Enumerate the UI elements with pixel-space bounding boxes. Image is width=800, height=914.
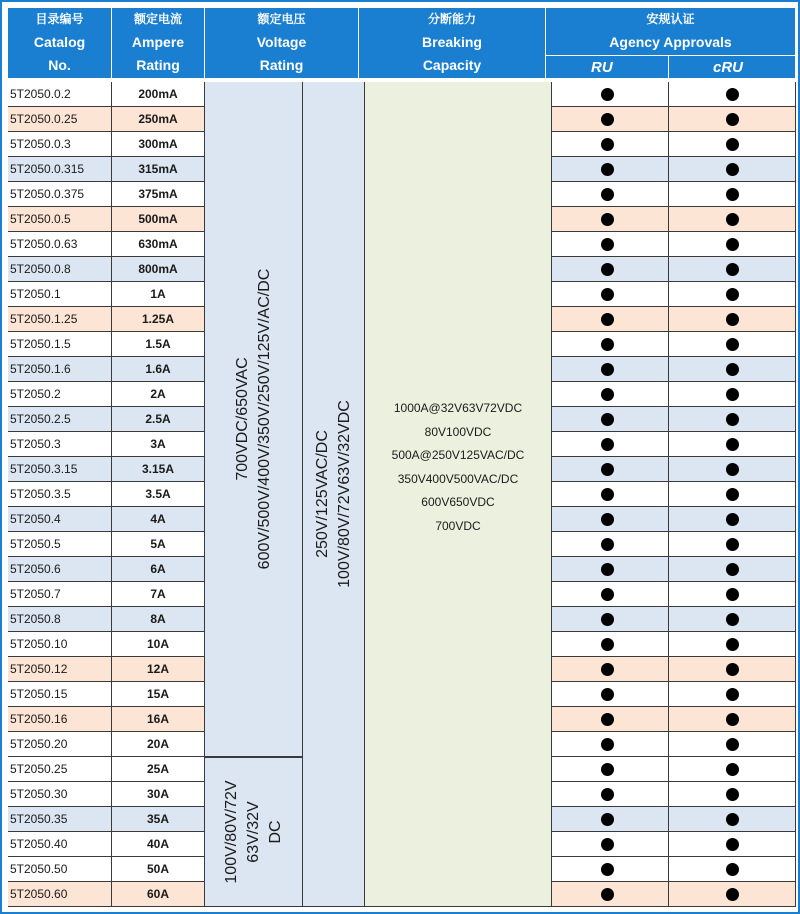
approved-dot-icon [726, 363, 739, 376]
approved-dot-icon [601, 738, 614, 751]
catalog-cell: 5T2050.0.8 [8, 257, 112, 282]
ampere-cell: 315mA [112, 157, 205, 182]
catalog-cell: 5T2050.30 [8, 782, 112, 807]
ampere-cell: 1.5A [112, 332, 205, 357]
ul-approval-cell [546, 182, 669, 207]
catalog-cell: 5T2050.0.2 [8, 82, 112, 107]
header-ul [546, 56, 669, 78]
approved-dot-icon [726, 213, 739, 226]
ampere-cell: 250mA [112, 107, 205, 132]
header-voltage-cn: 额定电压 [257, 12, 306, 26]
cul-approval-cell [669, 307, 796, 332]
cul-approval-cell [669, 732, 796, 757]
ampere-cell: 630mA [112, 232, 205, 257]
approved-dot-icon [726, 738, 739, 751]
approved-dot-icon [601, 763, 614, 776]
ul-approval-cell [546, 682, 669, 707]
cul-logo-icon: cRU [713, 59, 744, 76]
cul-approval-cell [669, 832, 796, 857]
header-voltage-en1: Voltage [256, 34, 307, 50]
approved-dot-icon [726, 613, 739, 626]
cul-approval-cell [669, 507, 796, 532]
ampere-cell: 25A [112, 757, 205, 782]
approved-dot-icon [726, 788, 739, 801]
ampere-cell: 50A [112, 857, 205, 882]
approved-dot-icon [601, 838, 614, 851]
ul-approval-cell [546, 757, 669, 782]
catalog-cell: 5T2050.50 [8, 857, 112, 882]
header-agency [546, 8, 796, 56]
catalog-cell: 5T2050.8 [8, 607, 112, 632]
cul-approval-cell [669, 682, 796, 707]
catalog-cell: 5T2050.3.5 [8, 482, 112, 507]
cul-approval-cell [669, 457, 796, 482]
breaking-line: 350V400V500VAC/DC [397, 471, 519, 486]
ul-approval-cell [546, 857, 669, 882]
approved-dot-icon [601, 663, 614, 676]
approved-dot-icon [601, 863, 614, 876]
approved-dot-icon [601, 463, 614, 476]
approved-dot-icon [601, 613, 614, 626]
ul-approval-cell [546, 707, 669, 732]
voltage-cell-top [205, 82, 303, 757]
ul-approval-cell [546, 232, 669, 257]
ampere-cell: 60A [112, 882, 205, 907]
cul-approval-cell [669, 107, 796, 132]
ampere-cell: 40A [112, 832, 205, 857]
ul-approval-cell [546, 132, 669, 157]
approved-dot-icon [726, 588, 739, 601]
approved-dot-icon [601, 488, 614, 501]
approved-dot-icon [726, 313, 739, 326]
catalog-cell: 5T2050.3.15 [8, 457, 112, 482]
cul-approval-cell [669, 132, 796, 157]
approved-dot-icon [601, 138, 614, 151]
approved-dot-icon [726, 813, 739, 826]
cul-approval-cell [669, 632, 796, 657]
header-catalog-en1: Catalog [33, 34, 86, 50]
approved-dot-icon [601, 688, 614, 701]
approved-dot-icon [601, 163, 614, 176]
header-breaking [359, 8, 546, 78]
cul-approval-cell [669, 232, 796, 257]
breaking-capacity-text [365, 397, 551, 538]
breaking-capacity-cell [365, 82, 552, 907]
approved-dot-icon [601, 288, 614, 301]
header-agency-en1: Agency Approvals [609, 34, 732, 50]
ul-approval-cell [546, 282, 669, 307]
cul-approval-cell [669, 657, 796, 682]
header-catalog-en2: No. [48, 57, 71, 73]
header-ampere [112, 8, 205, 78]
approved-dot-icon [726, 138, 739, 151]
approved-dot-icon [726, 413, 739, 426]
catalog-cell: 5T2050.6 [8, 557, 112, 582]
voltage-cell-bottom [205, 757, 303, 907]
catalog-cell: 5T2050.60 [8, 882, 112, 907]
catalog-cell: 5T2050.0.63 [8, 232, 112, 257]
breaking-line: 700VDC [435, 518, 481, 533]
ampere-cell: 6A [112, 557, 205, 582]
catalog-cell: 5T2050.25 [8, 757, 112, 782]
approved-dot-icon [726, 463, 739, 476]
ul-approval-cell [546, 82, 669, 107]
ampere-cell: 16A [112, 707, 205, 732]
ampere-cell: 3.5A [112, 482, 205, 507]
cul-approval-cell [669, 557, 796, 582]
cul-approval-cell [669, 332, 796, 357]
approved-dot-icon [601, 563, 614, 576]
cul-approval-cell [669, 807, 796, 832]
cul-approval-cell [669, 382, 796, 407]
ampere-cell: 1.25A [112, 307, 205, 332]
approved-dot-icon [726, 888, 739, 901]
ul-approval-cell [546, 432, 669, 457]
approved-dot-icon [726, 338, 739, 351]
ul-approval-cell [546, 107, 669, 132]
approved-dot-icon [601, 388, 614, 401]
ampere-cell: 2A [112, 382, 205, 407]
cul-approval-cell [669, 582, 796, 607]
header-cul [669, 56, 796, 78]
header-voltage [205, 8, 359, 78]
ul-approval-cell [546, 532, 669, 557]
approved-dot-icon [601, 188, 614, 201]
voltage-bottom-line1: 100V/80V/72V [222, 780, 240, 884]
ampere-cell: 800mA [112, 257, 205, 282]
breaking-line: 80V100VDC [424, 424, 492, 439]
approved-dot-icon [726, 238, 739, 251]
voltage-top-text [232, 269, 276, 570]
ul-approval-cell [546, 657, 669, 682]
ul-approval-cell [546, 332, 669, 357]
ampere-cell: 200mA [112, 82, 205, 107]
ul-approval-cell [546, 307, 669, 332]
ul-approval-cell [546, 257, 669, 282]
header-ampere-en1: Ampere [131, 34, 185, 50]
ampere-cell: 15A [112, 682, 205, 707]
ampere-cell: 2.5A [112, 407, 205, 432]
cul-approval-cell [669, 757, 796, 782]
ul-approval-cell [546, 457, 669, 482]
header-breaking-cn: 分断能力 [427, 12, 476, 26]
catalog-cell: 5T2050.1 [8, 282, 112, 307]
catalog-cell: 5T2050.0.375 [8, 182, 112, 207]
ampere-cell: 500mA [112, 207, 205, 232]
catalog-cell: 5T2050.0.25 [8, 107, 112, 132]
breaking-line: 500A@250V125VAC/DC [391, 448, 525, 462]
approved-dot-icon [601, 438, 614, 451]
cul-approval-cell [669, 207, 796, 232]
catalog-cell: 5T2050.20 [8, 732, 112, 757]
ampere-cell: 5A [112, 532, 205, 557]
header-catalog [8, 8, 112, 78]
approved-dot-icon [726, 488, 739, 501]
header-ampere-cn: 额定电流 [133, 12, 182, 26]
approved-dot-icon [601, 213, 614, 226]
approved-dot-icon [726, 563, 739, 576]
catalog-cell: 5T2050.7 [8, 582, 112, 607]
catalog-cell: 5T2050.0.315 [8, 157, 112, 182]
approved-dot-icon [601, 363, 614, 376]
approved-dot-icon [601, 338, 614, 351]
breaking-line: 1000A@32V63V72VDC [393, 401, 523, 415]
approved-dot-icon [601, 238, 614, 251]
header-breaking-en2: Capacity [422, 57, 482, 73]
approved-dot-icon [726, 163, 739, 176]
ul-approval-cell [546, 157, 669, 182]
ul-approval-cell [546, 807, 669, 832]
cul-approval-cell [669, 157, 796, 182]
ul-approval-cell [546, 382, 669, 407]
cul-approval-cell [669, 532, 796, 557]
approved-dot-icon [726, 438, 739, 451]
catalog-cell: 5T2050.1.25 [8, 307, 112, 332]
cul-approval-cell [669, 782, 796, 807]
ul-approval-cell [546, 832, 669, 857]
header-catalog-cn: 目录编号 [35, 12, 84, 26]
breaking-line: 600V650VDC [421, 495, 495, 509]
ul-approval-cell [546, 357, 669, 382]
approved-dot-icon [726, 88, 739, 101]
ul-approval-cell [546, 782, 669, 807]
voltage-right-line2: 100V/80V/72V63V/32VDC [335, 400, 353, 588]
approved-dot-icon [726, 388, 739, 401]
cul-approval-cell [669, 482, 796, 507]
approved-dot-icon [601, 713, 614, 726]
approved-dot-icon [601, 638, 614, 651]
approved-dot-icon [726, 688, 739, 701]
approved-dot-icon [601, 413, 614, 426]
ampere-cell: 7A [112, 582, 205, 607]
ampere-cell: 300mA [112, 132, 205, 157]
approved-dot-icon [726, 663, 739, 676]
approved-dot-icon [601, 113, 614, 126]
approved-dot-icon [726, 713, 739, 726]
voltage-cell-right [303, 82, 365, 907]
approved-dot-icon [726, 863, 739, 876]
catalog-cell: 5T2050.15 [8, 682, 112, 707]
ampere-cell: 1A [112, 282, 205, 307]
ul-approval-cell [546, 482, 669, 507]
catalog-cell: 5T2050.12 [8, 657, 112, 682]
approved-dot-icon [726, 188, 739, 201]
ampere-cell: 3A [112, 432, 205, 457]
ul-approval-cell [546, 882, 669, 907]
ampere-cell: 1.6A [112, 357, 205, 382]
cul-approval-cell [669, 257, 796, 282]
catalog-cell: 5T2050.3 [8, 432, 112, 457]
approved-dot-icon [726, 513, 739, 526]
cul-approval-cell [669, 607, 796, 632]
catalog-cell: 5T2050.5 [8, 532, 112, 557]
cul-approval-cell [669, 432, 796, 457]
approved-dot-icon [726, 113, 739, 126]
catalog-cell: 5T2050.10 [8, 632, 112, 657]
approved-dot-icon [601, 888, 614, 901]
approved-dot-icon [601, 263, 614, 276]
approved-dot-icon [601, 788, 614, 801]
approved-dot-icon [601, 588, 614, 601]
ul-logo-icon: RU [591, 59, 613, 76]
voltage-bottom-line3: DC [266, 820, 284, 844]
catalog-cell: 5T2050.40 [8, 832, 112, 857]
ul-approval-cell [546, 207, 669, 232]
approved-dot-icon [726, 263, 739, 276]
ul-approval-cell [546, 632, 669, 657]
cul-approval-cell [669, 882, 796, 907]
catalog-cell: 5T2050.35 [8, 807, 112, 832]
catalog-cell: 5T2050.16 [8, 707, 112, 732]
catalog-cell: 5T2050.0.3 [8, 132, 112, 157]
approved-dot-icon [601, 88, 614, 101]
ul-approval-cell [546, 732, 669, 757]
cul-approval-cell [669, 857, 796, 882]
header-ampere-en2: Rating [136, 57, 180, 73]
catalog-cell: 5T2050.0.5 [8, 207, 112, 232]
ampere-cell: 375mA [112, 182, 205, 207]
ampere-cell: 20A [112, 732, 205, 757]
approved-dot-icon [726, 638, 739, 651]
approved-dot-icon [601, 538, 614, 551]
ul-approval-cell [546, 557, 669, 582]
cul-approval-cell [669, 282, 796, 307]
ampere-cell: 30A [112, 782, 205, 807]
ul-approval-cell [546, 607, 669, 632]
approved-dot-icon [726, 538, 739, 551]
cul-approval-cell [669, 182, 796, 207]
ampere-cell: 12A [112, 657, 205, 682]
catalog-cell: 5T2050.2 [8, 382, 112, 407]
catalog-cell: 5T2050.4 [8, 507, 112, 532]
voltage-right-line1: 250V/125VAC/DC [313, 430, 331, 558]
ampere-cell: 4A [112, 507, 205, 532]
catalog-cell: 5T2050.2.5 [8, 407, 112, 432]
voltage-right-text [312, 400, 356, 588]
header-voltage-en2: Rating [259, 57, 304, 73]
catalog-cell: 5T2050.1.6 [8, 357, 112, 382]
approved-dot-icon [601, 313, 614, 326]
ampere-cell: 10A [112, 632, 205, 657]
ampere-cell: 3.15A [112, 457, 205, 482]
ampere-cell: 8A [112, 607, 205, 632]
ampere-cell: 35A [112, 807, 205, 832]
voltage-top-line2: 600V/500V/400V/350V/250V/125V/AC/DC [255, 268, 273, 570]
voltage-bottom-text [221, 780, 287, 883]
ul-approval-cell [546, 407, 669, 432]
cul-approval-cell [669, 707, 796, 732]
approved-dot-icon [726, 288, 739, 301]
approved-dot-icon [601, 513, 614, 526]
cul-approval-cell [669, 357, 796, 382]
voltage-top-line1: 700VDC/650VAC [233, 357, 251, 481]
header-agency-cn: 安规认证 [646, 12, 695, 26]
cul-approval-cell [669, 82, 796, 107]
approved-dot-icon [726, 763, 739, 776]
header-breaking-en1: Breaking [422, 34, 482, 50]
approved-dot-icon [601, 813, 614, 826]
cul-approval-cell [669, 407, 796, 432]
ul-approval-cell [546, 582, 669, 607]
approved-dot-icon [726, 838, 739, 851]
catalog-cell: 5T2050.1.5 [8, 332, 112, 357]
ul-approval-cell [546, 507, 669, 532]
voltage-bottom-line2: 63V/32V [244, 801, 262, 863]
